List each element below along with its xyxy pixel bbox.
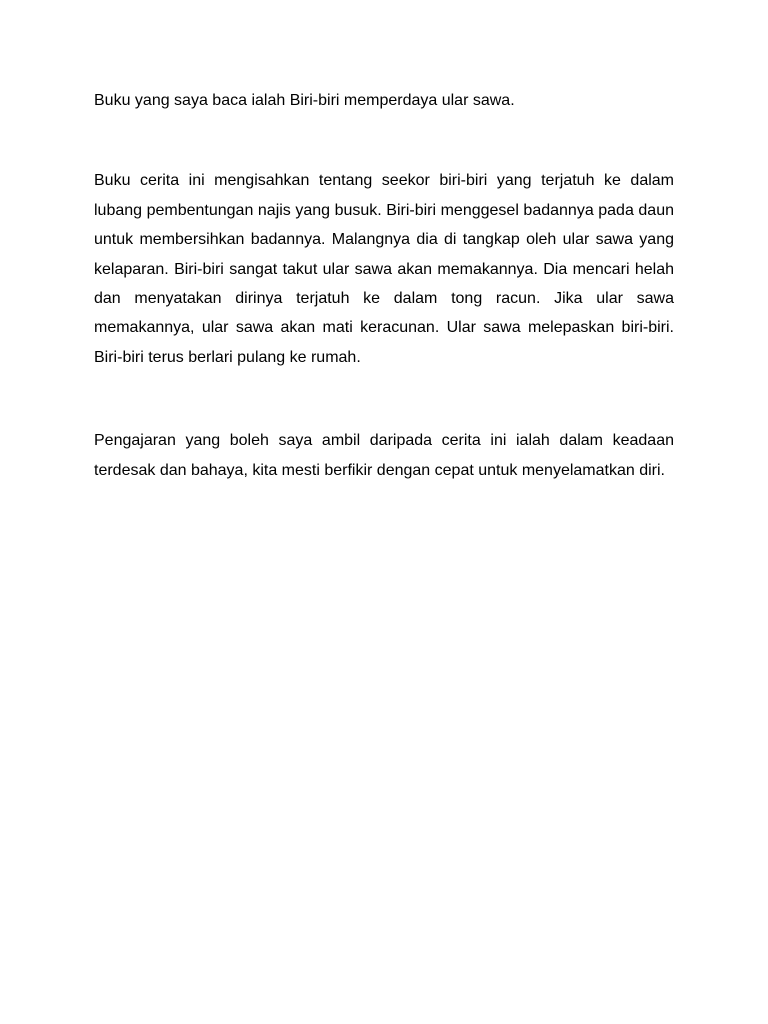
paragraph-story-summary: Buku cerita ini mengisahkan tentang seekor biri-biri yang terjatuh ke dalam lubang pembentungan najis yang busuk. Biri-biri menggesel badannya pada daun untuk membersihkan badannya. Malangnya dia di tangkap oleh ular sawa yang kelaparan. Biri-biri sangat takut ular sawa akan memakannya. Dia mencari helah dan menyatakan dirinya terjatuh ke dalam tong racun. Jika ular sawa memakannya, ular sawa akan mati keracunan. Ular sawa melepaskan biri-biri. Biri-biri terus berlari pulang ke rumah.	[94, 172, 674, 366]
document-body	[94, 86, 674, 485]
paragraph-book-title: Buku yang saya baca ialah Biri-biri memperdaya ular sawa.	[94, 92, 515, 109]
paragraph-moral-lesson: Pengajaran yang boleh saya ambil daripada cerita ini ialah dalam keadaan terdesak dan bahaya, kita mesti berfikir dengan cepat untuk menyelamatkan diri.	[94, 432, 674, 479]
